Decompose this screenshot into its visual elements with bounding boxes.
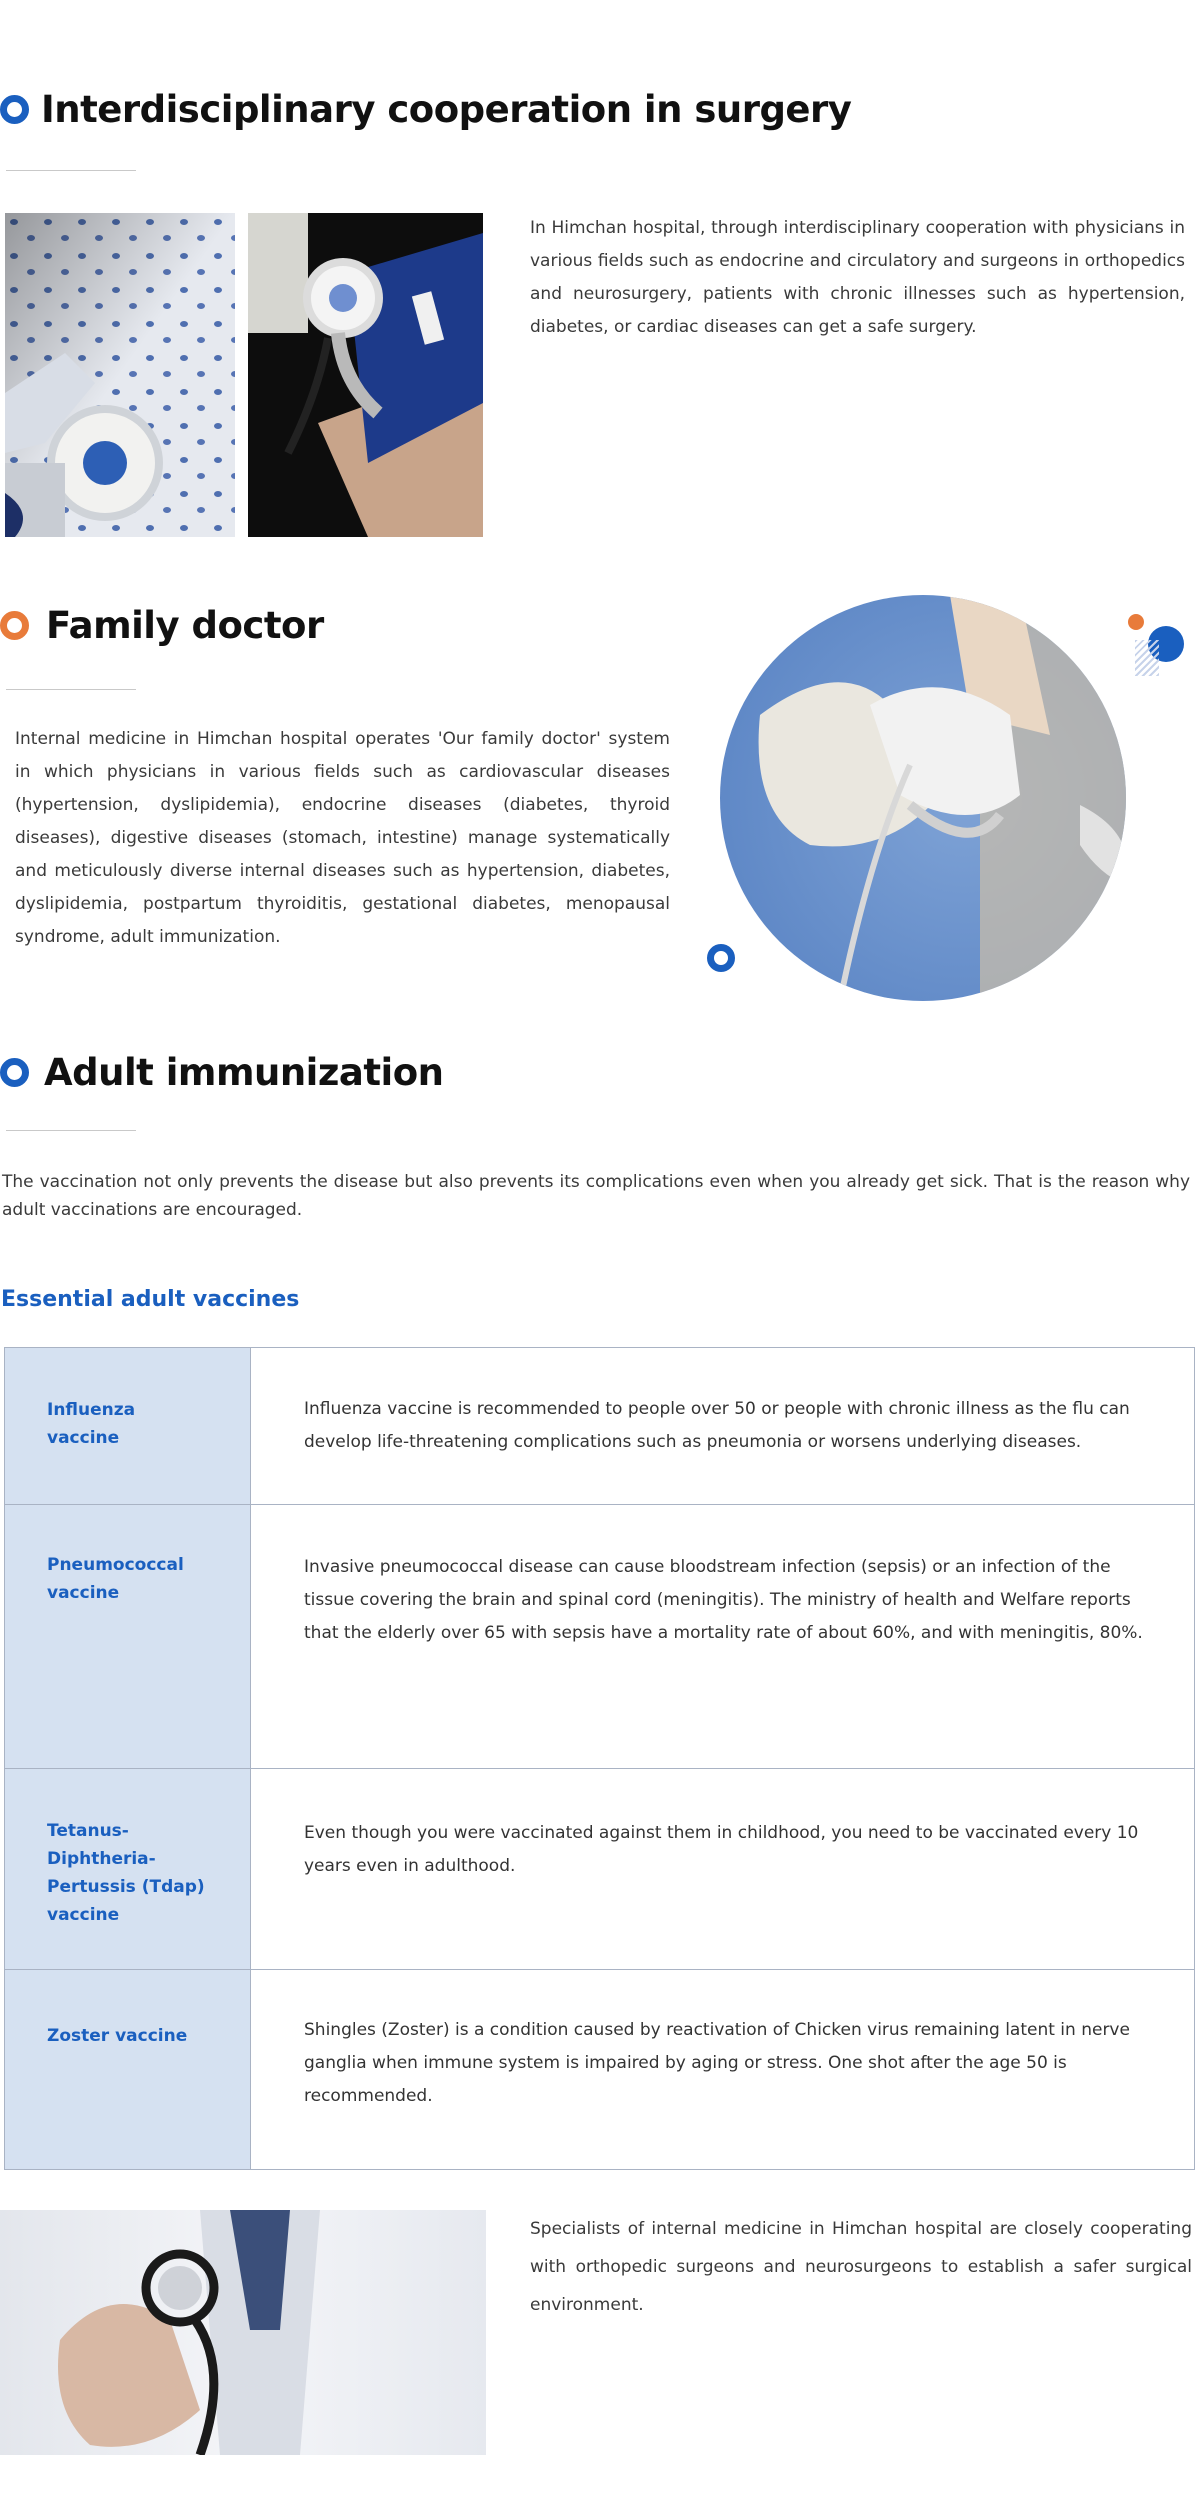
vaccine-name: Tetanus-Diphtheria-Pertussis (Tdap) vaccine	[5, 1769, 251, 1970]
table-row	[5, 1348, 1195, 1505]
cooperation-heading	[0, 88, 851, 131]
vaccine-description: Even though you were vaccinated against them in childhood, you need to be vaccinated every 10 years even in adulthood.	[251, 1769, 1195, 1970]
ultrasound-probe-photo	[720, 595, 1126, 1001]
cooperation-title: Interdisciplinary cooperation in surgery	[41, 88, 852, 131]
vaccine-description: Invasive pneumococcal disease can cause bloodstream infection (sepsis) or an infection of the tissue covering the brain and spinal cord (meningitis). The ministry of health and Welfare reports that the elderly over 65 with sepsis have a mortality rate of about 60%, and with meningitis, 80%.	[251, 1505, 1195, 1769]
vaccine-name: Pneumococcal vaccine	[5, 1505, 251, 1769]
decorative-stripes	[1135, 640, 1159, 676]
section-bullet-icon	[0, 611, 29, 640]
immunization-heading	[0, 1051, 444, 1094]
vaccine-table	[4, 1347, 1195, 2170]
blood-pressure-cuff-photo	[248, 213, 483, 537]
decorative-dot-icon	[1128, 614, 1144, 630]
section-divider	[6, 170, 136, 171]
family-text: Internal medicine in Himchan hospital operates 'Our family doctor' system in which physicians in various fields such as cardiovascular diseases (hypertension, dyslipidemia), endocrine diseases (diabetes, thyroid diseases), digestive diseases (stomach, intestine) manage systematically and meticulously diverse internal diseases such as hypertension, diabetes, dyslipidemia, postpartum thyroiditis, gestational diabetes, menopausal syndrome, adult immunization.	[15, 729, 670, 947]
decorative-ring-icon	[707, 944, 735, 972]
table-row	[5, 1769, 1195, 1970]
section-bullet-icon	[0, 95, 29, 124]
specialists-text: Specialists of internal medicine in Himchan hospital are closely cooperating with orthopedic surgeons and neurosurgeons to establish a safer surgical environment.	[530, 2219, 1192, 2315]
doctor-stethoscope-photo	[0, 2210, 486, 2455]
section-bullet-icon	[0, 1058, 29, 1087]
section-divider	[6, 689, 136, 690]
family-title: Family doctor	[46, 604, 324, 647]
blood-pressure-patient-photo	[5, 213, 235, 537]
table-row	[5, 1505, 1195, 1769]
vaccine-name: Influenza vaccine	[5, 1348, 251, 1505]
vaccine-description: Influenza vaccine is recommended to people over 50 or people with chronic illness as the flu can develop life-threatening complications such as pneumonia or worsens underlying diseases.	[251, 1348, 1195, 1505]
cooperation-text: In Himchan hospital, through interdisciplinary cooperation with physicians in various fields such as endocrine and circulatory and surgeons in orthopedics and neurosurgery, patients with chronic illnesses such as hypertension, diabetes, or cardiac diseases can get a safe surgery.	[530, 218, 1185, 337]
table-row	[5, 1970, 1195, 2170]
family-heading	[0, 604, 324, 647]
immunization-text: The vaccination not only prevents the disease but also prevents its complications even when you already get sick. That is the reason why adult vaccinations are encouraged.	[2, 1172, 1190, 1220]
vaccine-description: Shingles (Zoster) is a condition caused by reactivation of Chicken virus remaining latent in nerve ganglia when immune system is impaired by aging or stress. One shot after the age 50 is recommended.	[251, 1970, 1195, 2170]
section-divider	[6, 1130, 136, 1131]
immunization-title: Adult immunization	[44, 1051, 444, 1094]
vaccine-name: Zoster vaccine	[5, 1970, 251, 2170]
essential-vaccines-subtitle: Essential adult vaccines	[1, 1287, 300, 1312]
